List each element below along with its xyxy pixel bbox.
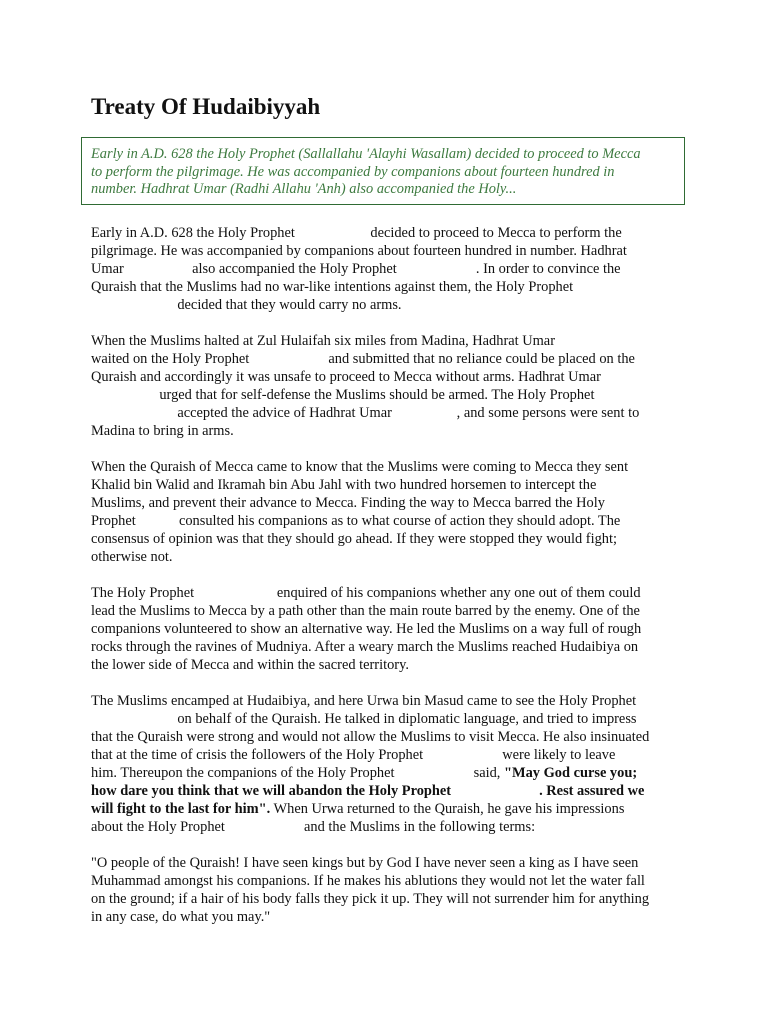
text-line: Muhammad amongst his companions. If he makes his ablutions they would not let the water fall bbox=[91, 873, 645, 889]
text-line: Khalid bin Walid and Ikramah bin Abu Jahl with two hundred horsemen to intercept the bbox=[91, 477, 597, 493]
text-run: him. Thereupon the companions of the Holy Prophet said, bbox=[91, 765, 505, 781]
text-line: Quraish that the Muslims had no war-like intentions against them, the Holy Prophet bbox=[91, 279, 574, 295]
paragraph-6 bbox=[91, 854, 691, 926]
text-line: that at the time of crisis the followers of the Holy Prophet were likely to leave bbox=[91, 747, 616, 763]
text-line: on the ground; if a hair of his body falls they pick it up. They will not surrender him for anything bbox=[91, 891, 650, 907]
quote-bold: "May God curse you; bbox=[504, 765, 638, 781]
text-line: about the Holy Prophet and the Muslims in the following terms: bbox=[91, 819, 536, 835]
text-line: pilgrimage. He was accompanied by companions about fourteen hundred in number. Hadhrat bbox=[91, 243, 627, 259]
text-line: urged that for self-defense the Muslims should be armed. The Holy Prophet bbox=[91, 387, 595, 403]
text-line: Prophet consulted his companions as to what course of action they should adopt. The bbox=[91, 513, 621, 529]
text-line: the lower side of Mecca and within the sacred territory. bbox=[91, 657, 409, 673]
text-line: Quraish and accordingly it was unsafe to proceed to Mecca without arms. Hadhrat Umar bbox=[91, 369, 601, 385]
text-line: decided that they would carry no arms. bbox=[91, 297, 402, 313]
text-line: consensus of opinion was that they should go ahead. If they were stopped they would fight; bbox=[91, 531, 617, 547]
text-line: otherwise not. bbox=[91, 549, 173, 565]
paragraph-3 bbox=[91, 458, 691, 566]
text-line: accepted the advice of Hadhrat Umar , and some persons were sent to bbox=[91, 405, 640, 421]
quote-bold: will fight to the last for him". bbox=[91, 801, 271, 817]
text-line: waited on the Holy Prophet and submitted that no reliance could be placed on the bbox=[91, 351, 635, 367]
paragraph-1 bbox=[91, 224, 691, 314]
text-line: When the Quraish of Mecca came to know that the Muslims were coming to Mecca they sent bbox=[91, 459, 629, 475]
page-title: Treaty Of Hudaibiyyah bbox=[91, 94, 321, 119]
paragraph-4 bbox=[91, 584, 691, 674]
abstract-line: to perform the pilgrimage. He was accompanied by companions about fourteen hundred in bbox=[91, 163, 615, 180]
quote-bold: . Rest assured we bbox=[539, 783, 645, 799]
text-line: Madina to bring in arms. bbox=[91, 423, 234, 439]
text-line: lead the Muslims to Mecca by a path other than the main route barred by the enemy. One of the bbox=[91, 603, 640, 619]
abstract-line: number. Hadhrat Umar (Radhi Allahu 'Anh) also accompanied the Holy... bbox=[91, 181, 517, 197]
text-line: The Muslims encamped at Hudaibiya, and here Urwa bin Masud came to see the Holy Prophet bbox=[91, 693, 637, 709]
text-line bbox=[91, 782, 691, 800]
text-line: companions volunteered to show an alternative way. He led the Muslims on a way full of rough bbox=[91, 621, 642, 637]
text-line: When the Muslims halted at Zul Hulaifah six miles from Madina, Hadhrat Umar bbox=[91, 333, 555, 349]
paragraph-2 bbox=[91, 332, 691, 440]
text-line: in any case, do what you may." bbox=[91, 909, 271, 925]
text-line bbox=[91, 764, 691, 782]
text-line: Early in A.D. 628 the Holy Prophet decided to proceed to Mecca to perform the bbox=[91, 225, 622, 241]
text-run: When Urwa returned to the Quraish, he gave his impressions bbox=[270, 801, 625, 817]
text-line: Muslims, and prevent their advance to Mecca. Finding the way to Mecca barred the Holy bbox=[91, 495, 605, 511]
text-line: on behalf of the Quraish. He talked in diplomatic language, and tried to impress bbox=[91, 711, 637, 727]
text-line bbox=[91, 800, 691, 818]
text-line: "O people of the Quraish! I have seen kings but by God I have never seen a king as I have seen bbox=[91, 855, 639, 871]
text-line: that the Quraish were strong and would not allow the Muslims to visit Mecca. He also insinuated bbox=[91, 729, 650, 745]
quote-bold: how dare you think that we will abandon the Holy Prophet bbox=[91, 783, 452, 799]
article-body bbox=[91, 224, 691, 944]
abstract-line: Early in A.D. 628 the Holy Prophet (Sallallahu 'Alayhi Wasallam) decided to proceed to Mecca bbox=[91, 146, 641, 162]
text-line: rocks through the ravines of Mudniya. After a weary march the Muslims reached Hudaibiya on bbox=[91, 639, 639, 655]
text-line: Umar also accompanied the Holy Prophet . In order to convince the bbox=[91, 261, 621, 277]
text-line: The Holy Prophet enquired of his companions whether any one out of them could bbox=[91, 585, 641, 601]
paragraph-5 bbox=[91, 692, 691, 836]
abstract-box bbox=[81, 137, 685, 205]
